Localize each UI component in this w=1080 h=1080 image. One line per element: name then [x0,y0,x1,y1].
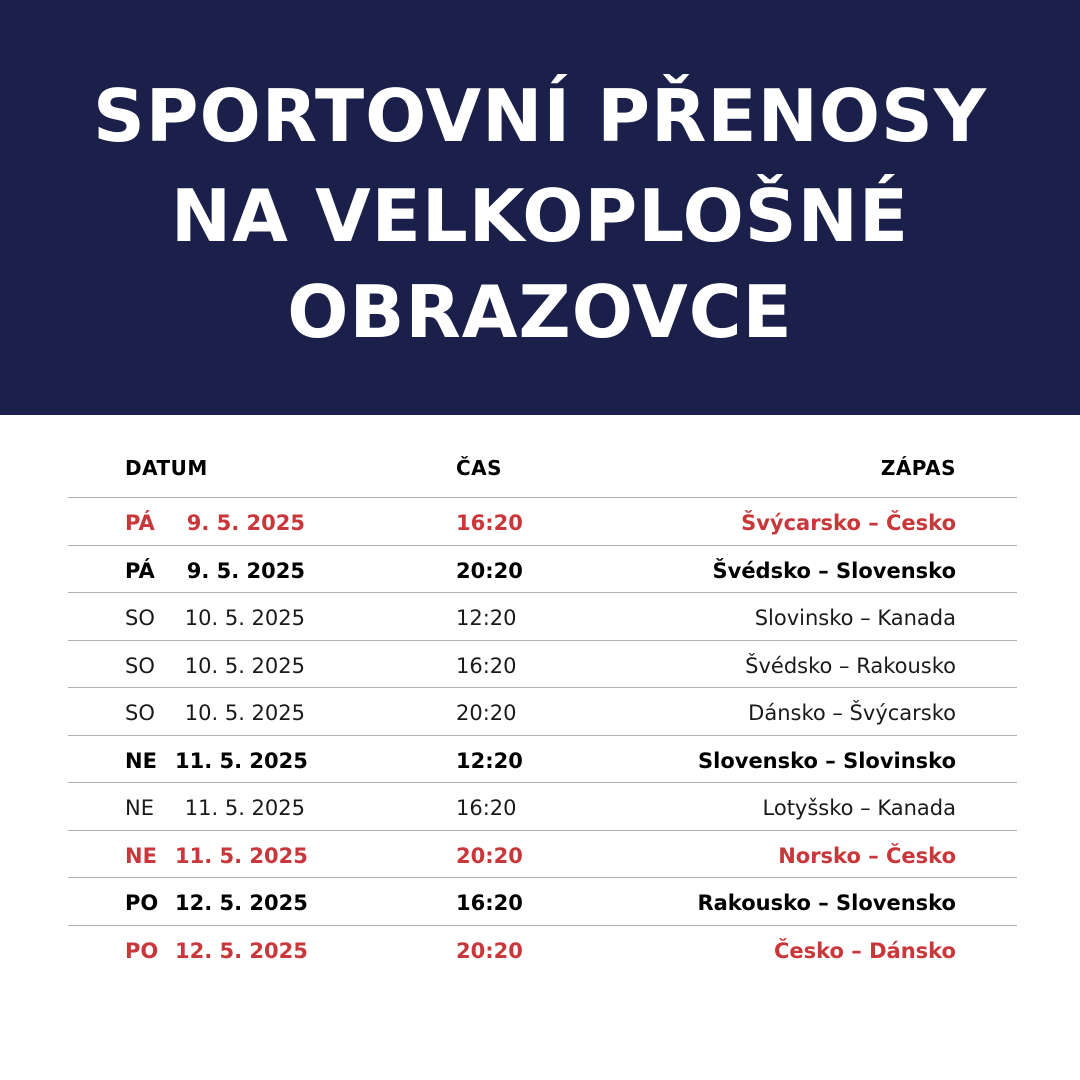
cell-time: 16:20 [456,511,523,535]
cell-day: SO [125,606,155,630]
cell-date: 12. 5. 2025 [175,891,308,915]
cell-time: 20:20 [456,938,523,963]
table-body [68,498,1017,972]
cell-time: 16:20 [456,796,517,820]
cell-day: PÁ [125,558,155,583]
cell-day: NE [125,843,157,868]
cell-date: 10. 5. 2025 [184,653,305,678]
cell-date: 10. 5. 2025 [184,606,305,630]
column-header-time: ČAS [456,456,503,480]
cell-date: 11. 5. 2025 [175,748,308,773]
column-header-match: ZÁPAS [880,456,956,480]
cell-day: NE [125,748,157,773]
cell-match: Dánsko – Švýcarsko [748,701,956,725]
cell-match: Slovinsko – Kanada [754,606,956,630]
table-row [68,878,1017,926]
cell-time: 16:20 [456,653,517,678]
cell-time: 16:20 [456,891,523,915]
cell-day: PÁ [125,511,155,535]
cell-match: Švédsko – Slovensko [712,558,956,583]
schedule-table [68,440,1017,972]
cell-time: 12:20 [456,606,517,630]
cell-match: Norsko – Česko [778,843,956,868]
table-row [68,498,1017,546]
header-banner [0,0,1080,415]
table-header [68,440,1017,498]
cell-day: PO [125,938,159,963]
cell-match: Švédsko – Rakousko [745,653,956,678]
cell-match: Švýcarsko – Česko [741,511,956,535]
table-row [68,688,1017,736]
cell-time: 20:20 [456,701,517,725]
cell-day: SO [125,701,155,725]
page-title-line-1: SPORTOVNÍ PŘENOSY [92,74,988,158]
cell-match: Rakousko – Slovensko [697,891,956,915]
table-row [68,831,1017,879]
table-row [68,641,1017,689]
cell-date: 9. 5. 2025 [186,558,305,583]
cell-date: 10. 5. 2025 [184,701,305,725]
table-row [68,736,1017,784]
table-row [68,783,1017,831]
cell-date: 11. 5. 2025 [175,843,308,868]
cell-match: Slovensko – Slovinsko [698,748,956,773]
cell-match: Lotyšsko – Kanada [762,796,956,820]
cell-day: SO [125,653,155,678]
cell-date: 11. 5. 2025 [184,796,305,820]
table-row [68,593,1017,641]
table-row [68,546,1017,594]
cell-time: 20:20 [456,558,523,583]
page-title-line-3: OBRAZOVCE [287,270,793,354]
table-row [68,926,1017,973]
cell-time: 20:20 [456,843,523,868]
page-title-line-2: NA VELKOPLOŠNÉ [170,174,910,258]
column-header-date: DATUM [125,456,208,480]
cell-day: PO [125,891,159,915]
cell-date: 12. 5. 2025 [175,938,308,963]
cell-match: Česko – Dánsko [774,938,956,963]
cell-date: 9. 5. 2025 [186,511,305,535]
cell-day: NE [125,796,154,820]
cell-time: 12:20 [456,748,523,773]
